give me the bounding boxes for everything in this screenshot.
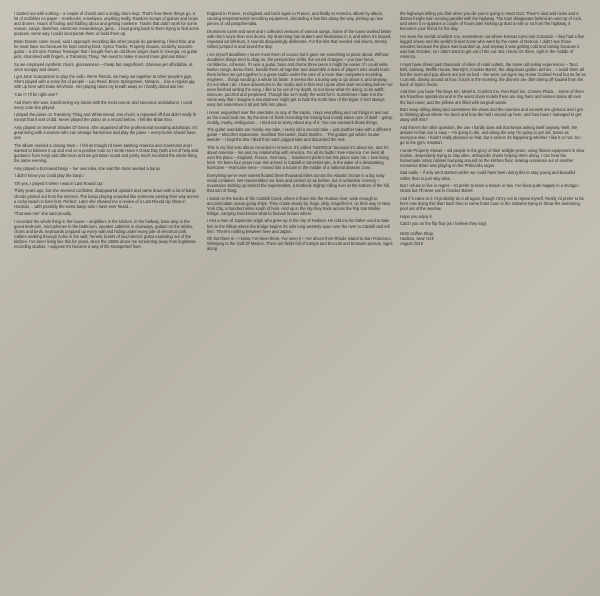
paragraph: I've seen the worlds smallest zoo, somewhere out where Kansas turns into Colorado – they had a five legged sheep and the world's tiniest horse who went by the name of Roscoe. I didn't see those wonders because the place was boarded up, and anyway it was getting cold and raining because it was late October, so I didn't want to get out of the car. But I know it's there, right in the middle of America. [400, 33, 585, 59]
paragraph: Sad really – if only we'd started earlier we could have been doing this to stay young and beautiful rather than to just stay alive. [400, 170, 576, 181]
paragraph: I started out with nothing – a couple of chords and a dodgy drum loop. That's how these things go, a lot of scribbles on paper – notebooks, envelopes, anything really. Random scraps of guitars and loops and drones. Hours of fooling and fiddling about and getting nowhere. Tracks that didn't work for some reason, songs, sketches, electronic meanderings, jams… I kept going back to them trying to find some purpose, some way I could incorporate them or build them up. [14, 11, 200, 37]
paragraph: Brian Dowan came round, said I approach recording like other people do gardening. I liked that, and he must have too because he kept coming back. Sysco Tracks, Property Dowan, scratchy acoustic guitar – a 3/4 size Framus Teenager that I bought from an old blues singer down in Georgia, no guitar pick, strummed with fingers, a Transitory Thing. 'We need to make it sound more glorious Brian.' [14, 38, 198, 59]
signature-line: Hudson, New York [400, 235, 434, 241]
paragraph: Everything we've ever owned floated three thousand miles across the Atlantic Ocean in a big rusty metal container. We reassembled our lives and carried on as before, but in unfamiliar scenery – mountains sticking up behind the supermarket, a textbook mighty rolling river at the bottom of the hill, that sort of thing. [207, 172, 390, 194]
paragraph: England to France, to England and back again to France, and finally to America, album by album, causing temperamental recording equipment, discarding a few bits along the way, picking up new pieces of old paraphernalia. [207, 11, 384, 27]
signature-line: August 2015 [400, 240, 423, 246]
paragraph: I met a man of Japanese origin who grew up in the city of Hudson. He told me his father used to take him to the hilltop where the bridge begins it's mile long westerly span over the river to Catskill and tell him: 'There's nothing between here and Japan.' [207, 218, 390, 234]
paragraph: And if it came to it I'd probably do it all again, though I'd try not to repeat myself. Really I'd prefer to be here now doing this than back then in some hotel room in the midwest trying to throw the swimming pool out of the window. [400, 195, 584, 211]
paragraph: The guitar overdubs are mostly one take, I rarely did a second take – just another take with a different guitar – Microfret Spacetone, modified Telecaster, Guild Starfire… The guitars got wilder, louder, weirder – I kept the bits I liked from each jagged take and discarded the rest. [207, 127, 391, 143]
paragraph: I set myself deadlines I never meet them of course but it gave me something to panic about. Without deadlines things tend to drag on, the perspective shifts, the sound changes – you lose focus, confidence, cohesion. If I was a guitar, bass and drums three piece it might be easier. If I could write twelve songs, demo them, bundle them all together and assemble a team of players who would learn them before we got together in a great studio under the care of a more than competent recording engineer… things would go a whole lot faster. It seems like a boring way to go about it, and anyway, it's not what I do. I have adventures in the studio and in that end I quite often start recording before I've even finished writing the song. I like to be out of my depth, to not know what I'm doing, to be adrift, insecure, puzzled and perplexed. Though like isn't really the word for it. Sometimes I hate it in the same way that I imagine a mountaineer might get to hate the north face of the Eiger. It isn't always easy but sometimes it all just falls into place. [207, 51, 393, 107]
paragraph: This is my first solo album recorded in America. It's called "amERICa" because it's about me, and it's about America – me and my relationship with America. For all its faults I love America. I've lived all over the place – England, France, Germany… Nowhere's perfect but this place suits me. I love living here. It's been four years now. We arrived in Catskill in torrential rain, in the wake of a devastating hurricane – Hurricane Irene – moved into a house in the middle of a national disaster zone. [207, 145, 389, 171]
paragraph: 'Can I? I'll be right over!' [14, 92, 58, 98]
paragraph: I recorded the whole thing in the house – amplifiers in the kitchen, in the hallway, bass amp in the guest bedroom, microphones in the bathroom, speaker cabinets in doorways, guitars on the tables, chairs and beds, keyboards propped up every wall and hiding under every pile of electrical junk. Cables snaking through holes in the wall, frenetic bursts of loud electric guitar exploding out of the kitchen. I've been living like this for years, since the 1980s drove me screaming away from legitimate recording studios. I suppose it's become a way of life transported from [14, 218, 196, 250]
column-3 [400, 11, 586, 588]
paragraph: And there's the other question, the one I hardly dare ask that keeps asking itself anyway. Well, the answer is that one is easy – I'm going to die, and along the way I'm going to get old. Same as everyone else. I hadn't really planned on that, but it seems it's happening whether I like it or not. So I go to the gym, mantain. [400, 124, 582, 146]
signature [400, 231, 586, 246]
paragraph: But I keep rolling along and sometimes the views and the sunrises and sunsets are glorious and I get to thinking about where I've been and how the hell I wound up here, and how have I managed to get away with this? [400, 107, 583, 123]
paragraph: Thirty years ago, but she seemed confident, disappeared upstairs and came down with a lot of banjo chords printed out from the internet. The banjo playing sounded like someone picking their way across a rocky beach in bare feet. Perfect. Later she showed me a review of a Last Round Up show in Houston… with possibly the worst banjo solo I have ever heard… [14, 188, 199, 209]
paragraph: And then you have The Days Inn, Motel 6, Comfort Inn, Red Roof Inn, Crowne Plaza… Some of them are franchise operations and in the worst chain motels there are dog hairs and semen stains all over the bed cover, and the pillows are filled with surgical waste. [400, 89, 584, 105]
paragraph: I never anguished over the overdubs on any of the tracks, I kept everything and cut things in and out as the mood took me. By the time I'd finish recording the mixing had mostly taken care of itself – grimy, muddy, murky, ambiguous… I tried not to worry about any of it. You can overwork those things. [207, 109, 393, 125]
paragraph: Catch you on the flip flop (as I believe they say). [400, 221, 488, 227]
paragraph: I must have driven past thousand of miles of retail outlets, the same old eating experiences – Taco Bell, Subway, Waffle House, Wendy's, Cracker Barrel, the ubiquitous golden arches… I avoid them all but the mom and pop diners are just as bad – the worn out signs say Home Cooked Food but as far as I can tell, driving around at four o'clock in the morning, the dinners are often being off-loaded from the back of Sysco trucks. [400, 61, 586, 87]
column-1 [14, 11, 200, 588]
paragraph: The album needed a closing track – I felt as though I'd been bashing America and Americans and I wanted to balance it up and end on a positive note so I wrote Have A Great Day (with a lot of help and guidance from Amy) and afternoon and we got Brian round and pretty much recorded the whole thing the same evening. [14, 142, 199, 163]
paragraph: I stand on the banks of the Catskill Creek, where it flows into the Hudson river, wide enough to accommodate ocean going ships. They cruise slowly by, huge, dirty, magnificent, on their way to New York City, a hundred miles south of here. And up in the sky they track across the Rip Van Winkle Bridge, carrying God knows what to heaven knows where. [207, 195, 391, 216]
paragraph: But I refuse to live in regret – I'd prefer to learn a lesson or two. I've lived quite happily in a shotgun shack but I'll never eat in Cracker Barrel. [400, 183, 579, 194]
paragraph: Amy played on Several Shades Of Green. She organised all the professional sounding autoharps. It's great living with a woman who can arrange harmonies and play the piano – every home should have one. [14, 125, 198, 141]
paragraph: Hope you enjoy it. [400, 213, 433, 219]
paragraph: And there she was, transforming my tracks with the most cosmic and sonorous undulations. I used every note she played. [14, 99, 193, 110]
paragraph: Oh but there is – I know, I've been there, I've seen it – I've driven from Rhode Island to San Francisco, Winnipeg to the Gulf Of Mexico. There are fields full of turnips and broccoli and brussels sprouts, signs along [207, 236, 393, 252]
paragraph: the highways telling you that when you die you're going to meet God. There's dust and rocks and a distant freight train running parallel with the highway. The train disappears behind an outcrop of rock, and when it re-appears a couple of hours later kicking up dust a mile or so from the highway, it becomes your friend for the day. [400, 11, 582, 32]
paragraph: Amy played a borrowed banjo – her own idea, she said the track needed a banjo. [14, 165, 162, 171]
paragraph: I got Jane Scarpantoni to play the cello. We're friends, we hang out together at other people's gigs. She's played with a scary list of people – Lou Reed, Bruce Springsteen, Nirvana… has a regular gig with up here with Duke McVinnie. Her playing takes my breath away so I hardly dared ask her. [14, 74, 195, 90]
paragraph: 'I didn't know you could play the banjo.' [14, 173, 85, 179]
signature-line: Moto Coffee Shop, [400, 230, 435, 236]
paragraph: So we employed synthetic choirs, gloriousness – cheap but magnificent. Glorious yet affordable, at once scrappy and driven. [14, 61, 193, 72]
paragraph: 'Oh yes, I played it when I was in Last Round Up.' [14, 180, 104, 186]
paragraph: 'That was me!' she said proudly. [14, 211, 72, 217]
paragraph: I wrote Property Shows – old people in the glory of their twilight years, using fitness equipment in slow motion, desperately trying to stay alive, orthopedic chairs helping them along. I can hear the homemade rotary cabinet bumping around on the kitchen floor, making nonsense out of another nonsense Brian was playing on the Philicorda organ. [400, 147, 585, 168]
text-columns [14, 11, 586, 588]
paragraph: Drummers came and went and I collected versions of various songs. Some of the tunes worked better with drum loops than real drums. My drumming has stutters and hesitations in it, and when it's looped, repeated ad infinitum, it sounds disquietingly deliberate. For the bits that needed real drums Jeremy Gillies jumped in and saved the day. [207, 28, 392, 49]
column-2 [207, 11, 393, 588]
paragraph: I played the piano on Transitory Thing and White Bread, one chord, a repeated riff that didn't really fit except that it sort of did. Never played the piano on a record before, I felt like Brian Eno. [14, 112, 197, 123]
